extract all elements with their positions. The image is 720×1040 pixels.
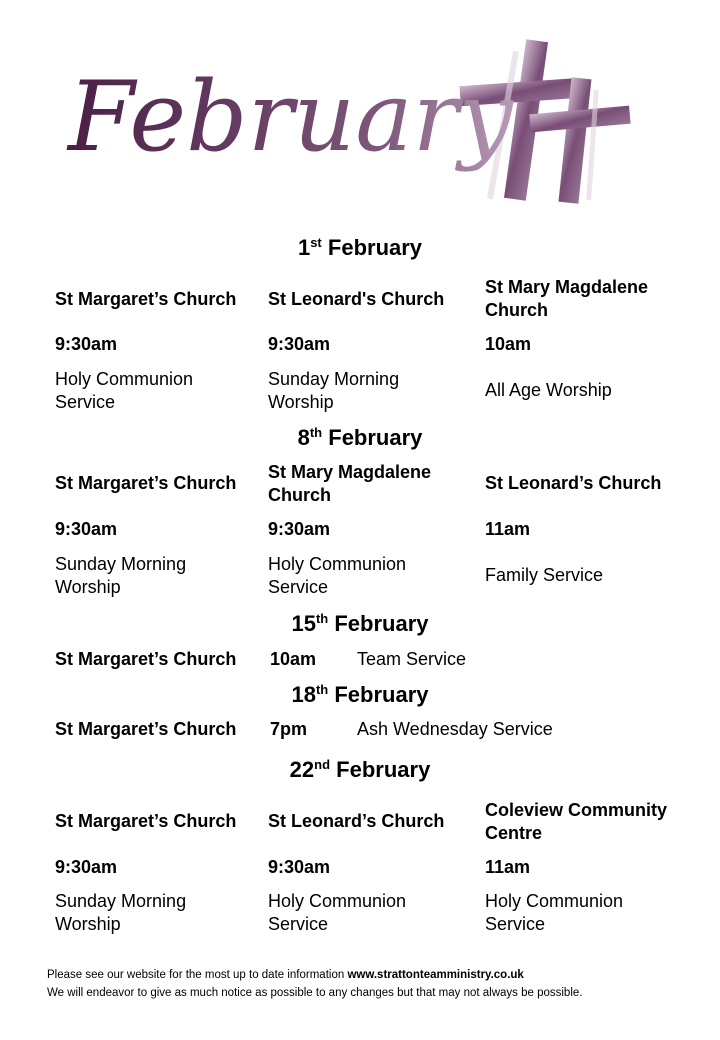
- service-type: Sunday Morning Worship: [55, 554, 187, 597]
- service-time: 9:30am: [55, 334, 118, 354]
- website-link[interactable]: www.strattonteamministry.co.uk: [347, 969, 524, 981]
- date-heading-feb15: 15th February: [291, 611, 429, 636]
- header-banner: [60, 30, 640, 220]
- service-type: Holy Communion Service: [55, 369, 194, 412]
- church-name: St Leonard's Church: [268, 289, 445, 309]
- footer-info: [47, 968, 524, 982]
- church-name: St Leonard’s Church: [268, 811, 445, 831]
- service-type: Team Service: [357, 649, 467, 669]
- service-time: 9:30am: [268, 334, 331, 354]
- service-type: Holy Communion Service: [268, 891, 407, 934]
- date-heading-feb8: 8th February: [297, 425, 423, 450]
- church-name: St Margaret’s Church: [55, 811, 237, 831]
- service-type: Sunday Morning Worship: [55, 891, 187, 934]
- church-name: Coleview Community Centre: [485, 800, 668, 843]
- church-name: St Mary Magdalene Church: [485, 277, 649, 320]
- service-time: 7pm: [270, 719, 308, 739]
- church-name: St Mary Magdalene Church: [268, 462, 432, 505]
- service-type: Holy Communion Service: [485, 891, 624, 934]
- service-time: 9:30am: [55, 857, 118, 877]
- page-title: February: [68, 61, 513, 173]
- footer-notice: We will endeavor to give as much notice as possible to any changes but that may not always be possible.: [47, 987, 583, 999]
- church-name: St Margaret’s Church: [55, 289, 237, 309]
- church-name: St Margaret’s Church: [55, 649, 237, 669]
- footer-text: Please see our website for the most up to date information: [47, 969, 348, 981]
- service-type: Holy Communion Service: [268, 554, 407, 597]
- service-time: 10am: [270, 649, 317, 669]
- service-type: Ash Wednesday Service: [357, 719, 553, 739]
- date-heading-feb22: 22nd February: [289, 757, 431, 782]
- header-graphic: [60, 30, 640, 220]
- service-time: 10am: [485, 334, 532, 354]
- service-time: 11am: [485, 519, 531, 539]
- date-heading-feb18: 18th February: [291, 682, 429, 707]
- church-name: St Leonard’s Church: [485, 473, 662, 493]
- service-time: 9:30am: [268, 857, 331, 877]
- service-time: 9:30am: [268, 519, 331, 539]
- church-name: St Margaret’s Church: [55, 473, 237, 493]
- church-name: St Margaret’s Church: [55, 719, 237, 739]
- service-time: 9:30am: [55, 519, 118, 539]
- service-type: Sunday Morning Worship: [268, 369, 400, 412]
- service-time: 11am: [485, 857, 531, 877]
- service-type: All Age Worship: [485, 380, 612, 400]
- date-heading-feb1: 1st February: [297, 235, 423, 260]
- service-type: Family Service: [485, 565, 604, 585]
